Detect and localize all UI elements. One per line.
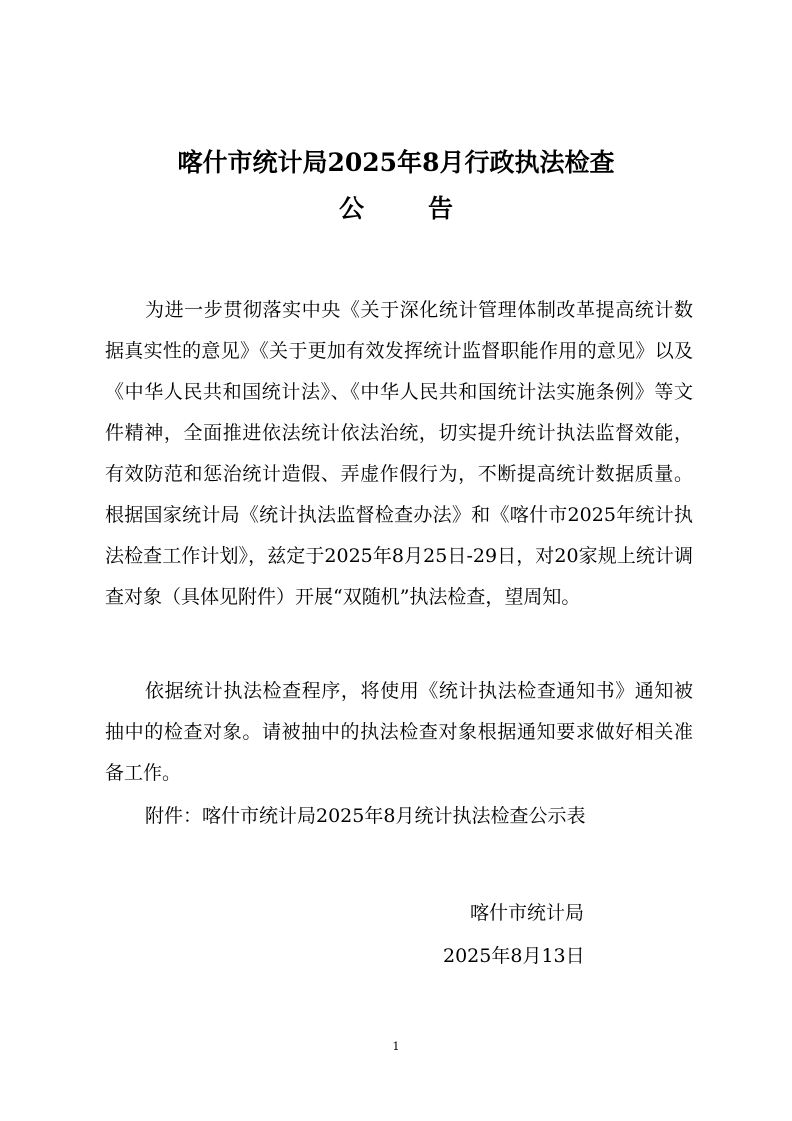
document-title: 喀什市统计局2025年8月行政执法检查: [177, 148, 615, 177]
signature-organization: 喀什市统计局: [470, 902, 585, 924]
body-paragraph-2: [105, 671, 693, 794]
document-subtitle: [0, 194, 792, 224]
signature-date: 2025年8月13日: [443, 945, 585, 967]
subtitle-char-2: 告: [428, 194, 454, 223]
paragraph-text-1: 为进一步贯彻落实中央《关于深化统计管理体制改革提高统计数据真实性的意见》《关于更加有效发挥统计监督职能作用的意见》以及《中华人民共和国统计法》、《中华人民共和国统计法实施条例》等文件精神，全面推进依法统计依法治统，切实提升统计执法监督效能，有效防范和惩治统计造假、弄虚作假行为，不断提高统计数据质量。根据国家统计局《统计执法监督检查办法》和《喀什市2025年统计执法检查工作计划》，兹定于2025年8月25日-29日，对20家规上统计调查对象（具体见附件）开展“双随机”执法检查，望周知。: [105, 299, 693, 608]
body-paragraph-1: [105, 290, 693, 618]
subtitle-char-1: 公: [338, 194, 364, 223]
attachment-text: 附件：喀什市统计局2025年8月统计执法检查公示表: [145, 805, 586, 827]
page-number: 1: [392, 1040, 400, 1053]
paragraph-text-2: 依据统计执法检查程序，将使用《统计执法检查通知书》通知被抽中的检查对象。请被抽中的执法检查对象根据通知要求做好相关准备工作。: [105, 680, 693, 784]
attachment-line: [105, 796, 693, 837]
